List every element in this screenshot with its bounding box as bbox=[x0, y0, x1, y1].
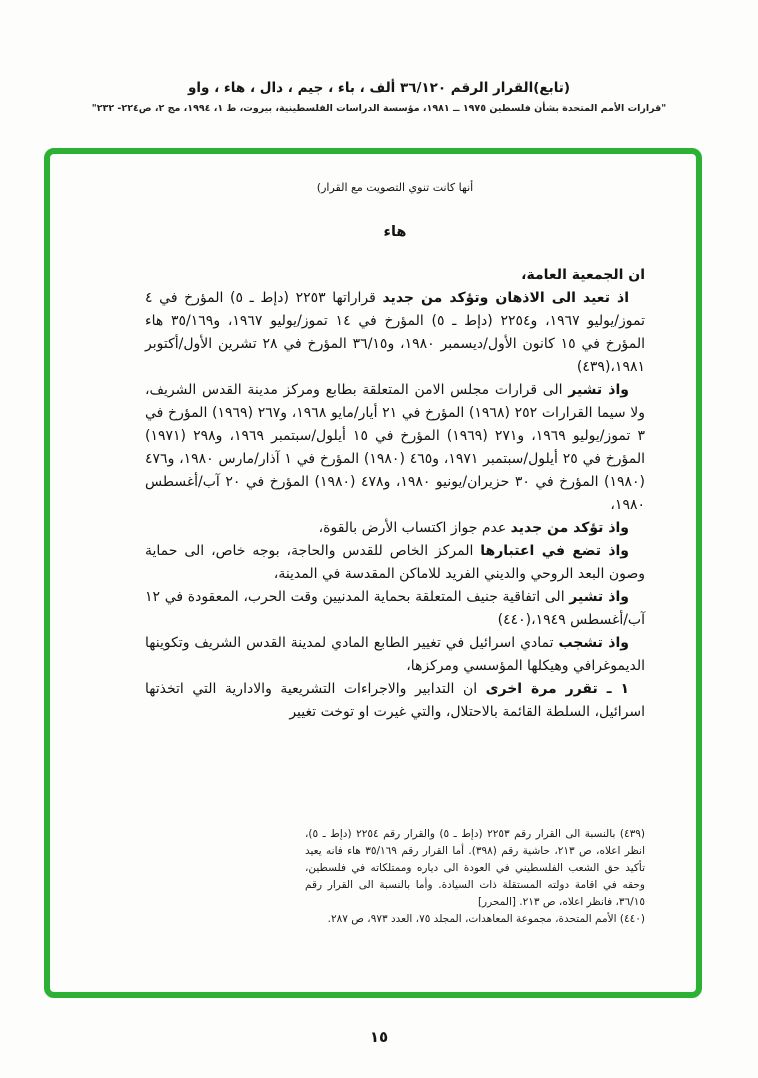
footnote-text: بالنسبة الى القرار رقم ٢٢٥٣ (دإط ـ ٥) والقرار رقم ٢٢٥٤ (دإط ـ ٥)، انظر اعلاه، ص ٢١٣، حاشية رقم (٣٩٨). أما القرار رقم ٣٥/١٦٩ هاء فانه يعيد تأكيد حق الشعب الفلسطيني في العودة الى دياره وممتلكاته في فلسطين، وحقه في اقامة دولته المستقلة ذات السيادة. وأما بالنسبة الى القرار رقم ٣٦/١٥، فانظر اعلاه، ص ٢١٣. [المحرر] bbox=[305, 828, 646, 908]
paragraph-special-status bbox=[145, 540, 645, 586]
header-resolution-title: (تابع)القرار الرقم ٣٦/١٢٠ ألف ، باء ، جيم ، دال ، هاء ، واو bbox=[187, 80, 571, 96]
paragraph-text: المركز الخاص للقدس والحاجة، بوجه خاص، الى حماية وصون البعد الروحي والديني الفريد للاماكن المقدسة في المدينة، bbox=[145, 543, 645, 582]
paragraph-text: قراراتها ٢٢٥٣ (دإط ـ ٥) المؤرخ في ٤ تموز/يوليو ١٩٦٧، و٢٢٥٤ (دإط ـ ٥) المؤرخ في ١٤ تموز/يوليو ١٩٦٧، و٣٥/١٦٩ هاء المؤرخ في ١٥ كانون الأول/ديسمبر ١٩٨٠، و٣٦/١٥ المؤرخ في ٢٨ تشرين الأول/أكتوبر ١٩٨١،(٤٣٩) bbox=[145, 290, 645, 375]
paragraph-lead: واذ تؤكد من جديد bbox=[510, 520, 629, 536]
footnote-number: (٤٤٠) bbox=[616, 913, 645, 925]
paragraph-deplores bbox=[145, 632, 645, 678]
paragraph-lead: واذ تشير bbox=[568, 382, 629, 398]
paragraph-security-council bbox=[145, 379, 645, 517]
intro-note: أنها كانت تنوي التصويت مع القرار) bbox=[316, 181, 474, 194]
paragraph-text: الى قرارات مجلس الامن المتعلقة بطابع ومركز مدينة القدس الشريف، ولا سيما القرارات ٢٥٢ (١٩٦٨) المؤرخ في ٢١ أيار/مايو ١٩٦٨، و٢٦٧ (١٩٦٩) المؤرخ في ٣ تموز/يوليو ١٩٦٩، و٢٧١ (١٩٦٩) المؤرخ في ١٥ أيلول/سبتمبر ١٩٦٩، و٢٩٨ (١٩٧١) المؤرخ في ٢٥ أيلول/سبتمبر ١٩٧١، و٤٦٥ (١٩٨٠) المؤرخ في ١ آذار/مارس ١٩٨٠، و٤٧٦ (١٩٨٠) المؤرخ في ٣٠ حزيران/يونيو ١٩٨٠، و٤٧٨ (١٩٨٠) المؤرخ في ٢٠ آب/أغسطس ١٩٨٠، bbox=[145, 382, 646, 513]
footnote-text: الأمم المتحدة، مجموعة المعاهدات، المجلد ٧٥، العدد ٩٧٣، ص ٢٨٧. bbox=[327, 913, 617, 925]
section-letter: هاء bbox=[383, 224, 407, 240]
paragraph-recall bbox=[145, 287, 645, 379]
footnote-439 bbox=[305, 826, 645, 911]
paragraph-text: تمادي اسرائيل في تغيير الطابع المادي لمدينة القدس الشريف وتكوينها الديموغرافي وهيكلها المؤسسي ومركزها، bbox=[145, 635, 645, 674]
paragraph-text: ان التدابير والاجراءات التشريعية والادارية التي اتخذتها اسرائيل، السلطة القائمة بالاحتلال، والتي غيرت او توخت تغيير bbox=[145, 681, 645, 720]
paragraph-text: الى اتفاقية جنيف المتعلقة بحماية المدنيين وقت الحرب، المعقودة في ١٢ آب/أغسطس ١٩٤٩،(٤٤٠) bbox=[145, 589, 645, 628]
paragraph-lead: واذ تشير bbox=[569, 589, 629, 605]
paragraph-lead: واذ تشجب bbox=[558, 635, 629, 651]
page-header bbox=[46, 80, 712, 114]
main-text-column bbox=[145, 176, 645, 724]
paragraph-text: عدم جواز اكتساب الأرض بالقوة، bbox=[318, 520, 511, 536]
paragraph-geneva-convention bbox=[145, 586, 645, 632]
header-source-citation: "قرارات الأمم المتحدة بشأن فلسطين ١٩٧٥ ــ ١٩٨١، مؤسسة الدراسات الفلسطينية، بيروت، ط ١، ١٩٩٤، مج ٢، ص٢٢٤- ٢٣٢" bbox=[91, 103, 667, 114]
footnotes-block bbox=[305, 826, 645, 928]
paragraph-lead: ١ ـ تقرر مرة اخرى bbox=[485, 681, 630, 697]
paragraph-lead: اذ تعيد الى الاذهان وتؤكد من جديد bbox=[382, 290, 629, 306]
footnote-440 bbox=[305, 911, 645, 928]
paragraph-inadmissibility bbox=[145, 517, 645, 540]
footnote-number: (٤٣٩) bbox=[615, 828, 645, 840]
paragraph-operative-1 bbox=[145, 678, 645, 724]
paragraph-lead: واذ تضع في اعتبارها bbox=[480, 543, 630, 559]
opening-line: ان الجمعية العامة، bbox=[521, 267, 645, 283]
page-number: ١٥ bbox=[369, 1028, 389, 1046]
